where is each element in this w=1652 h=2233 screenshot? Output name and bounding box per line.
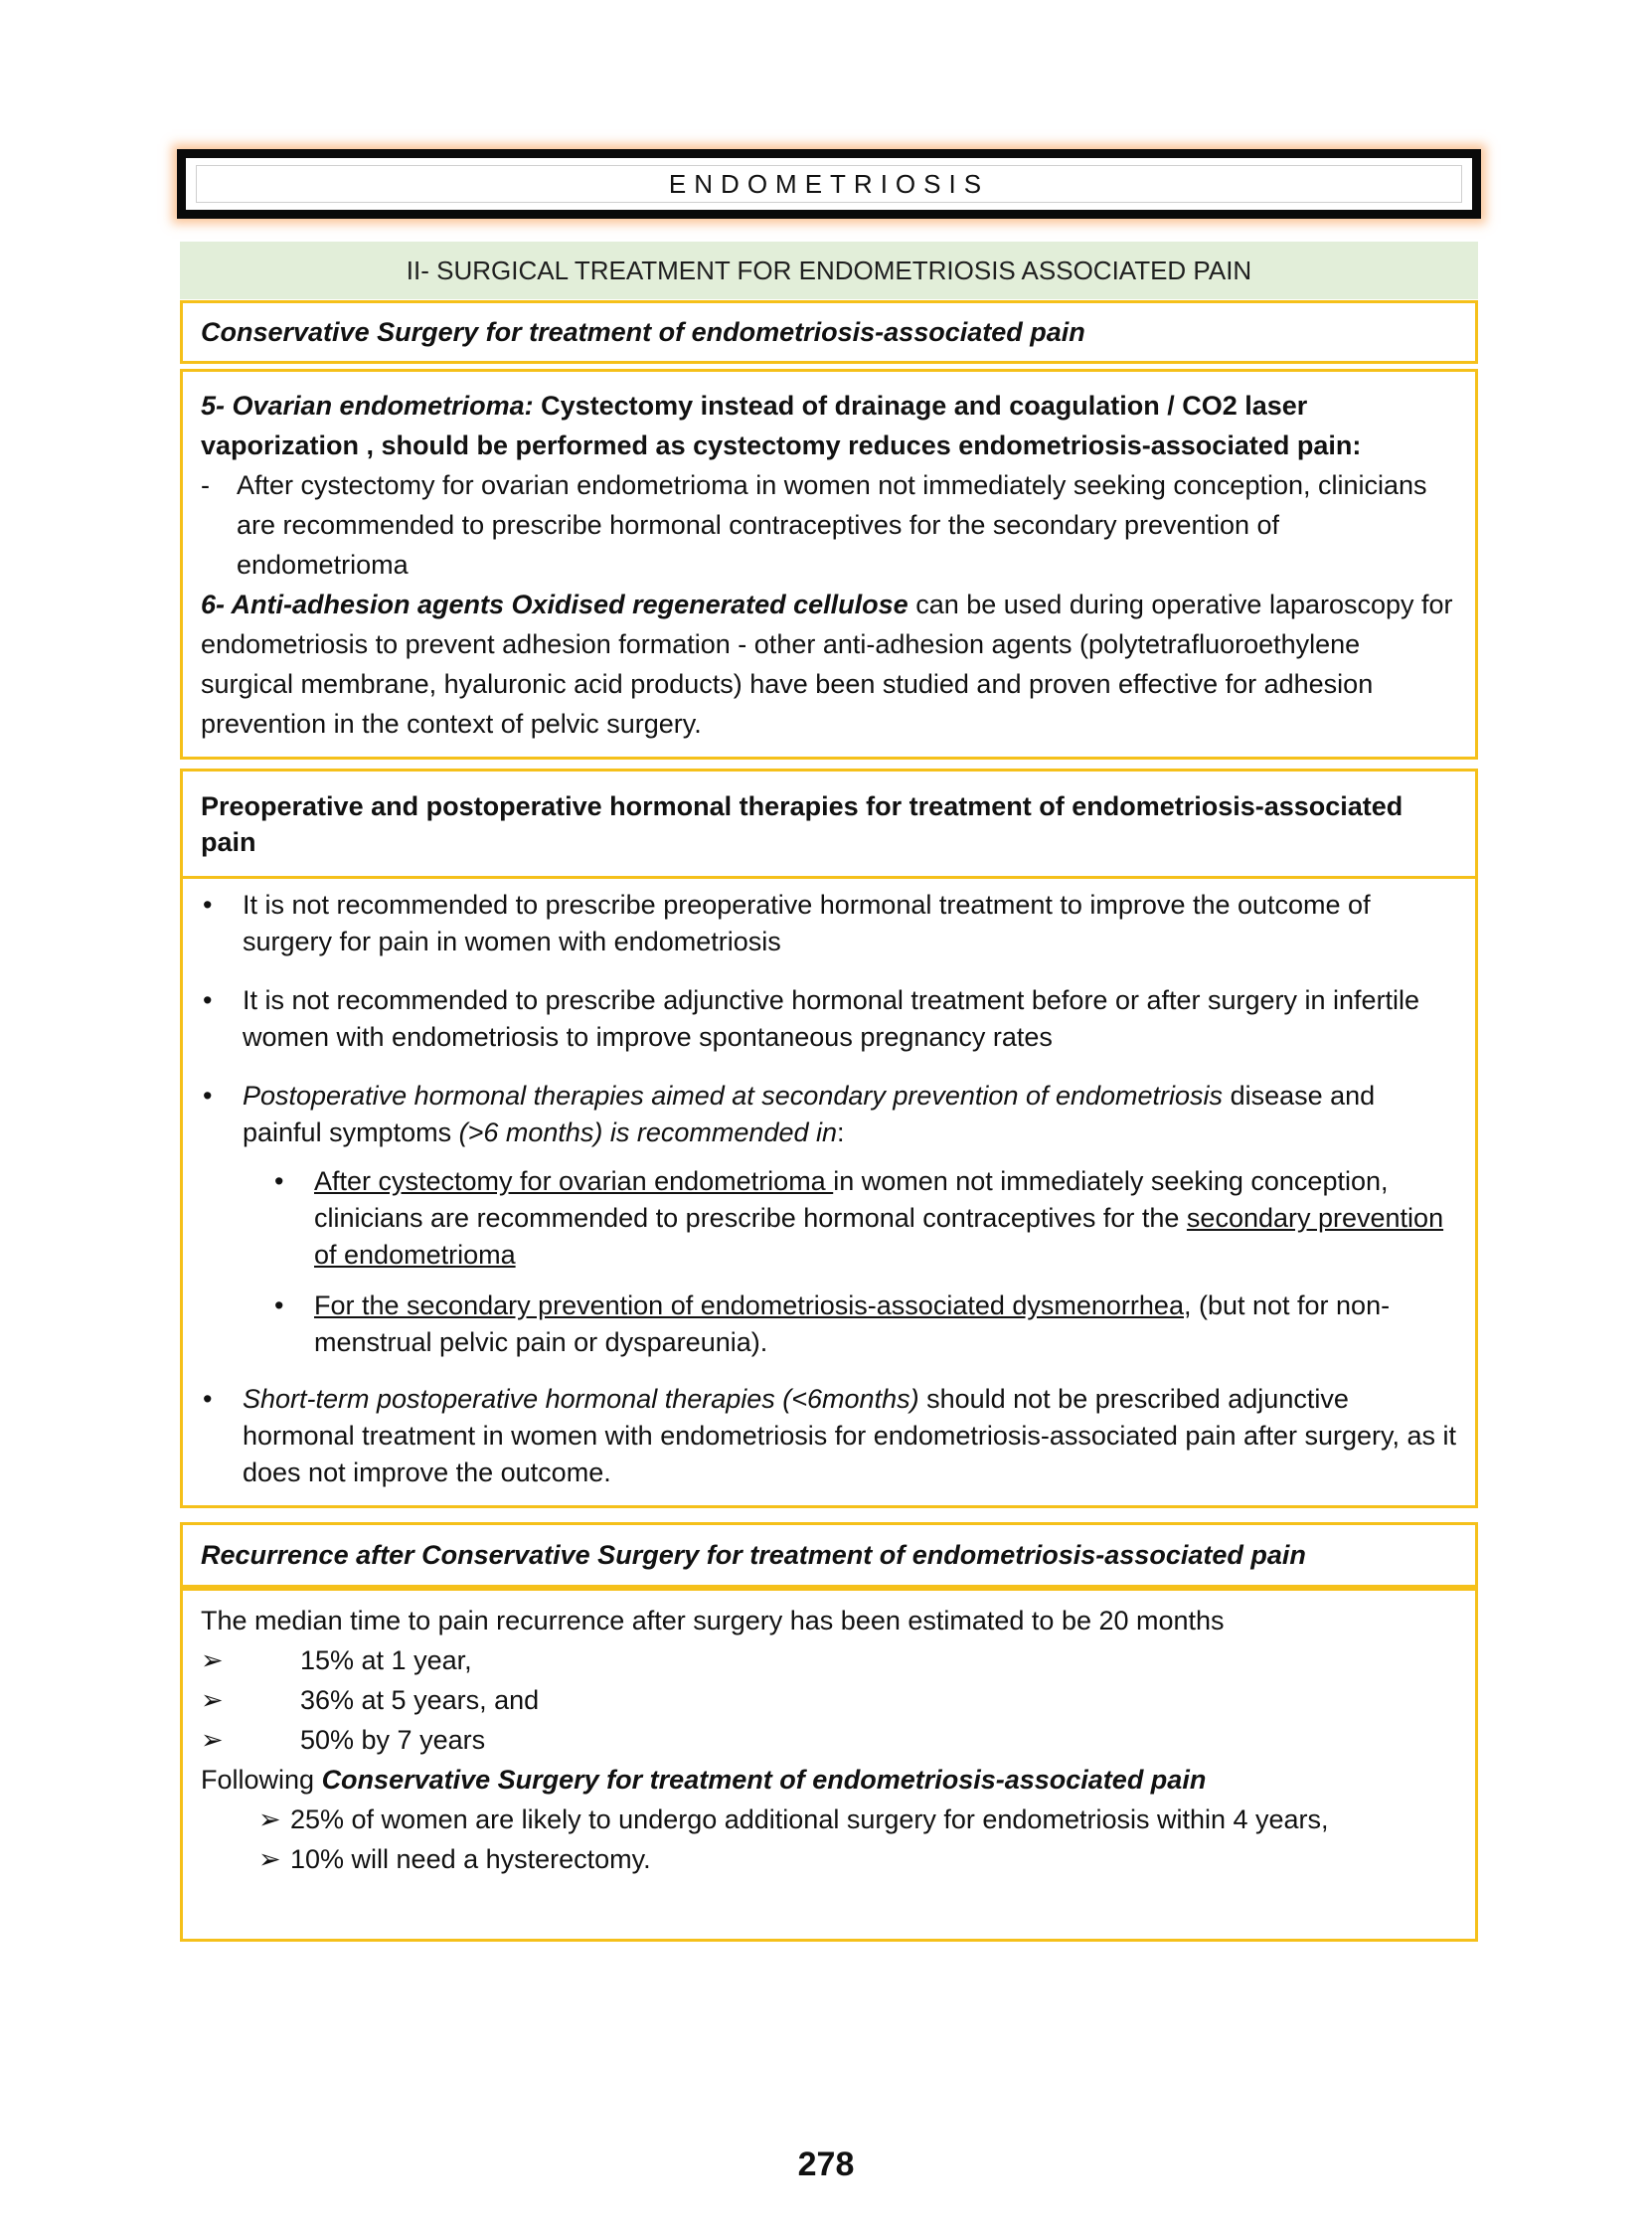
bullet-icon: • — [203, 1384, 213, 1414]
list-item-text: It is not recommended to prescribe preoperative hormonal treatment to improve the outcome of surgery for pain in women with endometriosis — [243, 890, 1371, 956]
rate-text: 36% at 5 years, and — [300, 1685, 540, 1715]
list-item — [201, 1078, 1457, 1151]
arrow-bullet-icon: ➢ — [201, 1645, 224, 1675]
outcome-text: 10% will need a hysterectomy. — [290, 1844, 651, 1874]
title-frame — [177, 149, 1481, 219]
ovarian-endometrioma-box — [180, 369, 1478, 760]
bullet-icon: • — [274, 1166, 284, 1196]
arrow-bullet-icon: ➢ — [201, 1725, 224, 1755]
list-item-text: It is not recommended to prescribe adjunctive hormonal treatment before or after surgery in infertile women with endometriosis to improve spontaneous pregnancy rates — [243, 985, 1420, 1052]
list-item — [201, 887, 1457, 960]
title-inner-frame — [196, 165, 1462, 203]
dash-marker: - — [201, 470, 210, 500]
sub-list-item-text: For the secondary prevention of endometriosis-associated dysmenorrhea, (but not for non-menstrual pelvic pain or dyspareunia). — [314, 1290, 1391, 1357]
sub-list-item-text: After cystectomy for ovarian endometrioma in women not immediately seeking conception, clinicians are recommended to prescribe hormonal contraceptives for the secondary prevention of endometrioma — [314, 1166, 1444, 1270]
box-heading: Recurrence after Conservative Surgery for treatment of endometriosis-associated pain — [201, 1540, 1306, 1570]
box-heading: Preoperative and postoperative hormonal therapies for treatment of endometriosis-associated pain — [201, 790, 1404, 857]
dash-list-item — [201, 465, 1457, 585]
rate-text: 15% at 1 year, — [300, 1645, 472, 1675]
arrow-bullet-icon: ➢ — [258, 1804, 281, 1834]
section-heading-band — [180, 242, 1478, 299]
rate-item — [201, 1640, 1457, 1680]
item-6 — [201, 585, 1457, 744]
item-5-text: Cystectomy instead of drainage and coagulation / CO2 laser vaporization , should be performed as cystectomy reduces endometriosis-associated pain: — [201, 391, 1362, 460]
following-line: Following Conservative Surgery for treatment of endometriosis-associated pain — [201, 1765, 1207, 1795]
item-6-label: 6- Anti-adhesion agents Oxidised regenerated cellulose — [201, 590, 909, 619]
list-item-text: Short-term postoperative hormonal therapies (<6months) should not be prescribed adjunctive hormonal treatment in women with endometriosis for endometriosis-associated pain after surgery, as it does not improve the outcome. — [243, 1384, 1457, 1487]
recurrence-intro: The median time to pain recurrence after surgery has been estimated to be 20 months — [201, 1606, 1225, 1635]
rate-item — [201, 1720, 1457, 1760]
arrow-bullet-icon: ➢ — [201, 1685, 224, 1715]
item-5 — [201, 386, 1457, 465]
item-6-text: can be used during operative laparoscopy for endometriosis to prevent adhesion formation - other anti-adhesion agents (polytetrafluoroethylene surgical membrane, hyaluronic acid products) have been studied and proven effective for adhesion prevention in the context of pelvic surgery. — [201, 590, 1453, 739]
outcome-item — [258, 1839, 1457, 1879]
bullet-icon: • — [274, 1290, 284, 1320]
rate-item — [201, 1680, 1457, 1720]
bullet-icon: • — [203, 890, 213, 920]
item-5-label: 5- Ovarian endometrioma: — [201, 391, 534, 421]
bullet-icon: • — [203, 1081, 213, 1111]
list-item — [201, 1381, 1457, 1491]
outcome-text: 25% of women are likely to undergo additional surgery for endometriosis within 4 years, — [290, 1804, 1329, 1834]
recurrence-box — [180, 1588, 1478, 1942]
box-heading: Conservative Surgery for treatment of endometriosis-associated pain — [201, 317, 1085, 347]
dash-item-text: After cystectomy for ovarian endometrioma in women not immediately seeking conception, clinicians are recommended to prescribe hormonal contraceptives for the secondary prevention of endometrioma — [237, 470, 1427, 580]
hormonal-therapies-box — [180, 876, 1478, 1508]
section-heading: II- SURGICAL TREATMENT FOR ENDOMETRIOSIS ASSOCIATED PAIN — [406, 255, 1252, 285]
outcome-item — [258, 1800, 1457, 1839]
arrow-bullet-icon: ➢ — [258, 1844, 281, 1874]
sub-list-item — [274, 1163, 1457, 1274]
page-number: 278 — [797, 2146, 855, 2183]
hormonal-therapies-header — [180, 769, 1478, 879]
list-item-text: Postoperative hormonal therapies aimed at secondary prevention of endometriosis disease and painful symptoms (>6 months) is recommended in: — [243, 1081, 1376, 1147]
bullet-icon: • — [203, 985, 213, 1015]
list-item — [201, 982, 1457, 1056]
conservative-surgery-header — [180, 300, 1478, 364]
sub-list-item — [274, 1288, 1457, 1361]
recurrence-header — [180, 1522, 1478, 1590]
rate-text: 50% by 7 years — [300, 1725, 486, 1755]
page-title: ENDOMETRIOSIS — [668, 168, 990, 199]
